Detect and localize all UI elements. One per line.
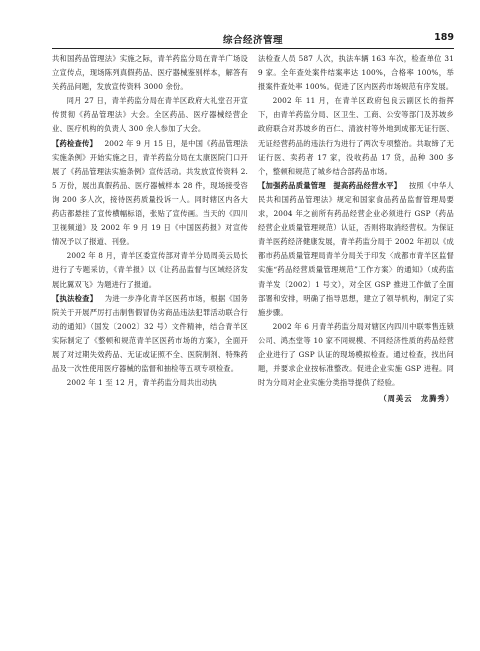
section-title: 综合经济管理 — [222, 35, 283, 46]
right-column — [258, 52, 454, 404]
paragraph — [52, 52, 248, 94]
paragraph-text: 法检查人员 587 人次，执法车辆 163 车次，检查单位 319 家。全年查处案件结案率达 100%，合格率 100%，举报案件查处率 100%。促进了区内医药市场规范有序发展。 — [258, 54, 454, 92]
paragraph-text: 2002 年 6 月青羊药监分局对辖区内四川中联零售连锁公司、鸿杰堂等 10 家不同规模、不同经济性质的药品经营企业进行了 GSP 认证的现场模拟检查。通过检查，找出问题，并要求企业按标准整改。促进企业实施 GSP 进程。同时为分局对企业实施分类指导提供了经验。 — [258, 321, 454, 388]
paragraph — [52, 94, 248, 136]
paragraph — [52, 376, 248, 390]
author-credit: （周美云 龙腾秀） — [379, 394, 454, 404]
paragraph — [52, 137, 248, 250]
paragraph — [258, 320, 454, 390]
paragraph-text: 同月 27 日，青羊药监分局在青羊区政府大礼堂召开宣传贯彻《药品管理法》大会。全区药品、医疗器械经营企业、医疗机构的负责人 300 余人参加了大会。 — [52, 96, 248, 134]
paragraph-text: 2002 年 1 至 12 月，青羊药监分局共出动执 — [66, 378, 217, 388]
running-header — [52, 30, 454, 49]
paragraph-text: 为进一步净化青羊区医药市场，根据《国务院关于开展严厉打击制售假冒伪劣商品违法犯罪活动联合行动的通知》（国发〔2002〕32 号）文件精神，结合青羊区实际制定了《整顿和规范青羊区医药市场的方案》，全面开展了对过期失效药品、无证或证照不全、医院制剂、特殊药品及一次性使用医疗器械的监督和抽检等五项专项检查。 — [52, 293, 248, 374]
left-column — [52, 52, 248, 390]
paragraph — [258, 94, 454, 179]
paragraph — [52, 249, 248, 291]
paragraph-text: 按照《中华人民共和国药品管理法》规定和国家食品药品监督管理局要求，2004 年之前所有药品经营企业必须进行 GSP（药品经营企业质量管理规范）认证，否则将取消经营权。为保证青羊医药经济健康发展，青羊药监分局于 2002 年初以《成都市药品质量管理局青羊分局关于印发〈成都市青羊区监督实施“药品经营质量管理规范”工作方案〉的通知》（成药监青羊发〔2002〕1 号文），对全区 GSP 推进工作做了全面部署和安排，明确了指导思想，建立了领导机构，制定了实施步骤。 — [258, 180, 454, 317]
section-heading: 【加强药品质量管理 提高药品经营水平】 — [258, 180, 402, 190]
paragraph-text: 2002 年 11 月，在青羊区政府包良云副区长的指挥下，由青羊药监分局、区卫生、工商、公安等部门及苏坡乡政府联合对苏坡乡的百仁、清波村等外地到成都无证行医、无证经营药品的违法行为进行了两次专项整治。共取缔了无证行医、卖药者 17 家，没收药品 17 货，品种 300 多个，整顿和规范了城乡结合部药品市场。 — [258, 96, 454, 176]
paragraph — [258, 52, 454, 94]
paragraph-text: 2002 年 9 月 15 日，是中国《药品管理法实施条例》开始实施之日，青羊药监分局在太康医院门口开展了《药品管理法实施条例》宣传活动。共发放宣传资料 2.5 万份，展出真假药品、医疗器械样本 28 件，现场接受咨询 200 多人次，接待医药质量投诉一人。同时辖区内各大药店都悬挂了宣传横幅标语，张贴了宣传画。当天的《四川卫视频道》及 2002 年 9 月 19 日《中国医药报》对宣传情况予以了报道、刊登。 — [52, 138, 248, 247]
page-number: 189 — [434, 32, 454, 43]
paragraph — [258, 179, 454, 320]
paragraph — [52, 292, 248, 377]
section-heading: 【药检查传】 — [52, 138, 97, 148]
section-heading: 【执法检查】 — [52, 293, 98, 303]
paragraph-text: 共和国药品管理法》实施之际，青羊药监分局在青羊广场设立宣传点，现场陈列真假药品、医疗器械鉴别样本，解答有关药品问题，发放宣传资料 3000 余份。 — [52, 54, 248, 92]
paragraph-text: 2002 年 8 月，青羊区委宣传部对青羊分局周美云局长进行了专题采访，《青羊报》以《让药品监督与区域经济发展比翼双飞》为题进行了报道。 — [52, 251, 248, 289]
